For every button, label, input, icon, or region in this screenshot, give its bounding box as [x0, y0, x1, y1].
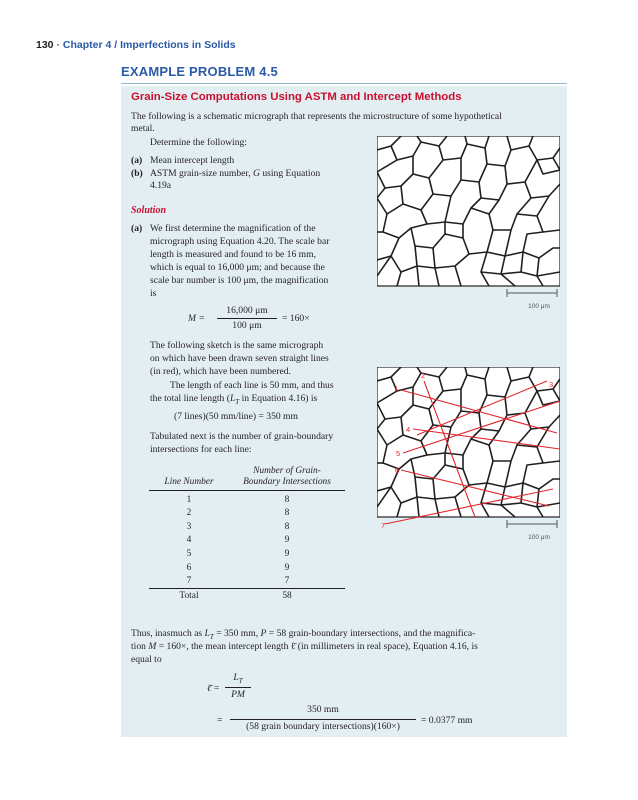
- count-cell: 7: [284, 576, 290, 587]
- running-head: [36, 39, 236, 51]
- determine-text: Determine the following:: [150, 137, 247, 148]
- count-cell: 9: [284, 549, 290, 560]
- part-b-g: G: [253, 168, 260, 179]
- line-number-cell: 6: [186, 562, 192, 573]
- mag-fraction-bar: [217, 318, 277, 319]
- line-number-cell: 7: [186, 576, 192, 587]
- table-total-row: [149, 588, 345, 602]
- tabulated-line-2: intersections for each line:: [150, 444, 252, 455]
- line-number-label: 3: [549, 380, 554, 389]
- part-a-label: (a): [131, 155, 143, 166]
- example-rule: [121, 83, 567, 84]
- intersections-header: [229, 466, 345, 491]
- line-number-label: 1: [394, 384, 399, 393]
- count-cell: 8: [284, 508, 290, 519]
- table-row: [149, 561, 345, 575]
- length-text-a: the total line length (: [150, 393, 230, 404]
- part-b-line-2: 4.19a: [150, 180, 172, 191]
- line-number-header: Line Number: [164, 477, 214, 487]
- length-lt-sub: T: [235, 397, 240, 406]
- scale-label-1: 100 μm: [528, 303, 550, 310]
- length-line-2: [150, 393, 317, 408]
- table-row: [149, 507, 345, 521]
- micrograph-1: [377, 136, 560, 317]
- part-b-text-end: using Equation: [262, 168, 321, 179]
- table-row: [149, 520, 345, 534]
- length-line-1: The length of each line is 50 mm, and thus: [170, 380, 334, 391]
- sketch-line-2: on which have been drawn seven straight lines: [150, 353, 329, 364]
- length-text-b: in Equation 4.16) is: [239, 393, 318, 404]
- head-slash: /: [114, 39, 118, 51]
- solution-a-label: (a): [131, 223, 143, 234]
- line-number-cell: 2: [186, 508, 192, 519]
- solution-a-line-6: is: [150, 288, 157, 299]
- conclusion-line-2: tion M = 160×, the mean intercept length ℓ̄ (in millimeters in real space), Equation 4.16, is: [131, 641, 478, 652]
- intro-line-1: The following is a schematic micrograph that represents the microstructure of some hypothetical: [131, 111, 502, 122]
- eq1-numerator: $L_T$: [233, 672, 243, 685]
- mag-rhs: = 160×: [282, 313, 310, 324]
- page-number: 130: [36, 39, 54, 51]
- sketch-line-3: (in red), which have been numbered.: [150, 366, 291, 377]
- eq1-denominator: PM: [231, 689, 245, 700]
- conclusion-line-1: Thus, inasmuch as $L_T = 350$ mm, P = 58 grain-boundary intersections, and the magnifica-: [131, 628, 476, 641]
- line-number-cell: 5: [186, 549, 192, 560]
- eq1-lhs: ℓ̄ =: [207, 683, 220, 694]
- table-row: [149, 574, 345, 588]
- total-label-cell: Total: [179, 590, 199, 601]
- line-number-cell: 3: [186, 521, 192, 532]
- scale-bar-1: [507, 289, 557, 297]
- solution-a-line-5: scale bar number is 100 μm, the magnification: [150, 275, 329, 286]
- solution-heading: Solution: [131, 205, 167, 216]
- eq2-lhs: =: [217, 715, 223, 726]
- chapter-title: Imperfections in Solids: [120, 39, 236, 51]
- mag-lhs: M =: [188, 313, 205, 324]
- part-b-label: (b): [131, 168, 143, 179]
- part-b-text: ASTM grain-size number,: [150, 168, 251, 179]
- table-row: [149, 547, 345, 561]
- conclusion-line-3: equal to: [131, 654, 162, 665]
- line-number-label: 5: [396, 449, 401, 458]
- intersections-table: [149, 466, 345, 602]
- eq2-denominator: (58 grain boundary intersections)(160×): [246, 721, 400, 732]
- tabulated-line-1: Tabulated next is the number of grain-boundary: [150, 431, 334, 442]
- solution-a-line-2: micrograph using Equation 4.20. The scale bar: [150, 236, 330, 247]
- intro-line-2: metal.: [131, 123, 155, 134]
- mag-denominator: 100 μm: [232, 320, 262, 331]
- count-cell: 9: [284, 562, 290, 573]
- intersections-header-line-2: Boundary Intersections: [243, 477, 331, 487]
- line-number-label: 6: [395, 466, 400, 475]
- eq1-fraction-bar: [225, 687, 251, 688]
- table-row: [149, 491, 345, 507]
- total-length-equation: (7 lines)(50 mm/line) = 350 mm: [174, 411, 298, 422]
- line-number-label: 4: [406, 425, 411, 434]
- count-cell: 8: [284, 495, 290, 506]
- head-separator: ·: [56, 39, 60, 51]
- scale-bar-2: [507, 520, 557, 528]
- solution-a-line-3: length is measured and found to be 16 mm,: [150, 249, 316, 260]
- total-value-cell: 58: [282, 590, 292, 601]
- solution-a-line-4: which is equal to 16,000 μm; and because the: [150, 262, 325, 273]
- part-a-text: Mean intercept length: [150, 155, 235, 166]
- count-cell: 9: [284, 535, 290, 546]
- count-cell: 8: [284, 521, 290, 532]
- part-b-line-1: [150, 168, 320, 180]
- chapter-label: Chapter 4: [62, 39, 112, 51]
- table-row: [149, 534, 345, 548]
- example-label: EXAMPLE PROBLEM 4.5: [121, 64, 278, 79]
- mag-numerator: 16,000 μm: [226, 305, 268, 316]
- table-header-row: [149, 466, 345, 491]
- solution-a-line-1: We first determine the magnification of the: [150, 223, 316, 234]
- line-number-label: 7: [381, 521, 386, 530]
- eq2-fraction-bar: [230, 719, 416, 720]
- line-number-cell: 1: [186, 495, 192, 506]
- eq2-numerator: 350 mm: [307, 704, 339, 715]
- scale-label-2: 100 μm: [528, 534, 550, 541]
- intersections-header-line-1: Number of Grain-: [253, 466, 321, 476]
- micrograph-2: [377, 367, 560, 548]
- example-title: Grain-Size Computations Using ASTM and Intercept Methods: [131, 91, 462, 103]
- eq2-rhs: = 0.0377 mm: [421, 715, 473, 726]
- line-number-label: 2: [421, 371, 426, 380]
- length-lt: L: [229, 393, 236, 404]
- line-number-cell: 4: [186, 535, 192, 546]
- sketch-line-1: The following sketch is the same micrograph: [150, 340, 324, 351]
